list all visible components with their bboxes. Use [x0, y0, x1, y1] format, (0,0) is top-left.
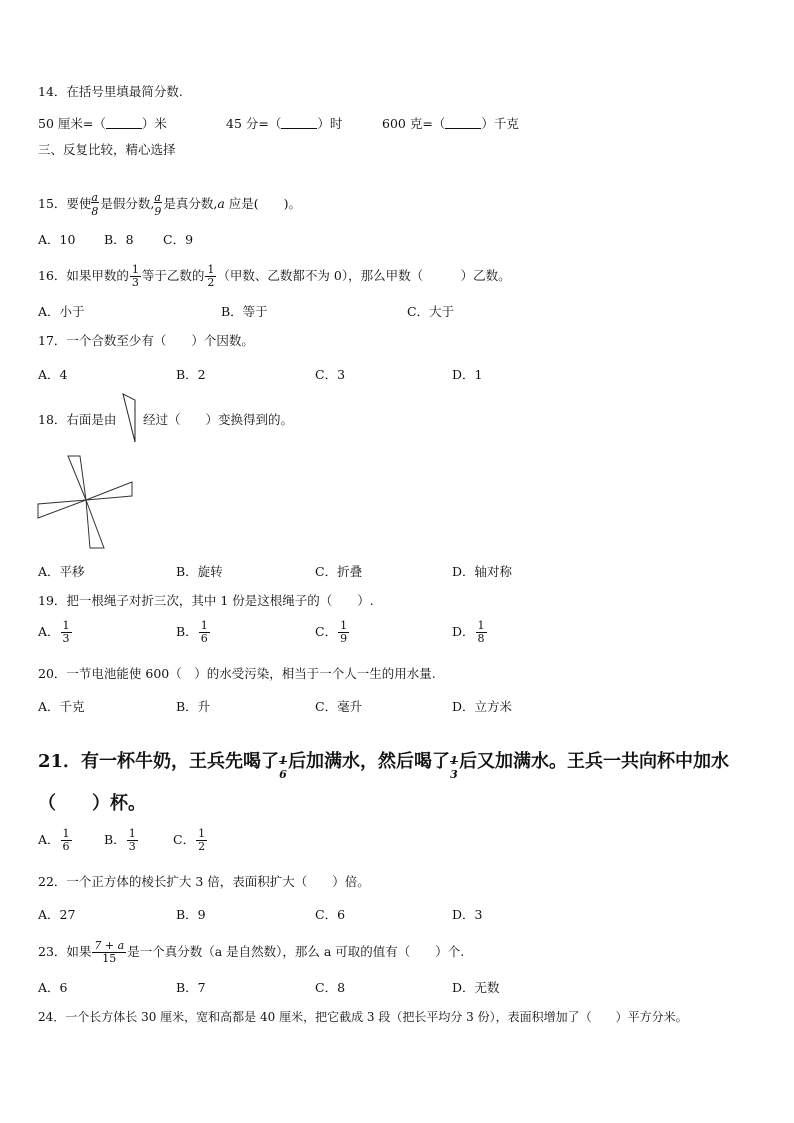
- q16-fraction-1: $\frac{1}{3}$: [131, 263, 139, 289]
- q23-option-a[interactable]: A．6: [38, 980, 68, 995]
- q24-stem: 24．一个长方体长 30 厘米，宽和高都是 40 厘米，把它截成 3 段（把长平均分 3 份），表面积增加了（ ）平方分米。: [38, 1010, 688, 1024]
- q14-part3: 600 克=（ ）千克: [382, 116, 519, 131]
- q22-option-d[interactable]: D．3: [452, 907, 483, 922]
- q20-option-b[interactable]: B．升: [176, 699, 211, 714]
- q18-stem-pre: 18．右面是由: [38, 412, 117, 427]
- q20-option-a[interactable]: A．千克: [38, 699, 85, 714]
- q19-option-a[interactable]: A． $\frac{1}{3}$: [38, 619, 70, 645]
- q22-option-a[interactable]: A．27: [38, 907, 76, 922]
- q16-fraction-2: $\frac{1}{2}$: [207, 263, 215, 289]
- q18-option-a[interactable]: A．平移: [38, 564, 85, 579]
- q23-option-b[interactable]: B．7: [176, 980, 206, 995]
- q23-fraction: $\frac{7 + a}{15}$: [94, 939, 125, 965]
- q14-part1: 50 厘米=（ ）米: [38, 116, 167, 131]
- fraction: $\frac{1}{2}$: [198, 827, 206, 853]
- q17-option-c[interactable]: C．3: [315, 367, 346, 382]
- q15-option-b[interactable]: B．8: [104, 232, 134, 247]
- q16-stem: 16．如果甲数的 $\frac{1}{3}$ 等于乙数的 $\frac{1}{2}$ （甲数、乙数都不为 0），那么甲数（ ）乙数。: [38, 263, 511, 289]
- q21-option-c[interactable]: C． $\frac{1}{2}$: [173, 827, 206, 853]
- q15-option-a[interactable]: A．10: [38, 232, 76, 247]
- answer-blank-3[interactable]: [445, 116, 481, 129]
- q15-option-c[interactable]: C．9: [163, 232, 194, 247]
- answer-blank-1[interactable]: [106, 116, 142, 129]
- fraction: $\frac{1}{3}$: [62, 619, 70, 645]
- fraction: $\frac{1}{8}$: [477, 619, 485, 645]
- q16-option-a[interactable]: A．小于: [38, 304, 85, 319]
- q17-option-a[interactable]: A．4: [38, 367, 68, 382]
- q23-stem: 23．如果 $\frac{7 + a}{15}$ 是一个真分数（a 是自然数），那么 a 可取的值有（ ）个.: [38, 939, 465, 965]
- q21-option-a[interactable]: A． $\frac{1}{6}$: [38, 827, 70, 853]
- q22-option-b[interactable]: B．9: [176, 907, 206, 922]
- q18-option-d[interactable]: D．轴对称: [452, 564, 513, 579]
- q20-option-c[interactable]: C．毫升: [315, 699, 363, 714]
- fraction: $\frac{1}{6}$: [62, 827, 70, 853]
- q19-option-c[interactable]: C． $\frac{1}{9}$: [315, 619, 348, 645]
- fraction: $\frac{1}{6}$: [200, 619, 208, 645]
- q23-option-d[interactable]: D．无数: [452, 980, 500, 995]
- q15-stem: 15．要使 $\frac{a}{8}$ 是假分数, $\frac{a}{9}$ 是真分数,a 应是( )。: [38, 191, 302, 218]
- q18-stem-post: 经过（ ）变换得到的。: [143, 412, 294, 427]
- q21-stem: 21．有一杯牛奶，王兵先喝了 1 6 后加满水，然后喝了 1 3 后又加满水。王兵一共向杯中加水: [38, 751, 730, 781]
- q19-option-d[interactable]: D． $\frac{1}{8}$: [452, 619, 485, 645]
- small-triangle-figure: [121, 392, 139, 444]
- q21-option-b[interactable]: B． $\frac{1}{3}$: [104, 827, 136, 853]
- q21-stem-line2: （ ）杯。: [38, 793, 146, 814]
- q22-stem: 22．一个正方体的棱长扩大 3 倍，表面积扩大（ ）倍。: [38, 874, 370, 889]
- q17-stem: 17．一个合数至少有（ ）个因数。: [38, 333, 254, 348]
- q16-option-c[interactable]: C．大于: [407, 304, 455, 319]
- q18-option-b[interactable]: B．旋转: [176, 564, 223, 579]
- pinwheel-figure: [36, 452, 136, 552]
- q19-stem: 19．把一根绳子对折三次，其中 1 份是这根绳子的（ ）.: [38, 593, 374, 608]
- fraction: $\frac{1}{3}$: [128, 827, 136, 853]
- section-heading: 三、反复比较，精心选择: [38, 142, 176, 157]
- q14-part2: 45 分=（ ）时: [226, 116, 343, 131]
- fraction: $\frac{1}{9}$: [340, 619, 348, 645]
- q20-option-d[interactable]: D．立方米: [452, 699, 513, 714]
- q14-title: 14．在括号里填最简分数.: [38, 84, 183, 99]
- q17-option-b[interactable]: B．2: [176, 367, 206, 382]
- q22-option-c[interactable]: C．6: [315, 907, 346, 922]
- q19-option-b[interactable]: B． $\frac{1}{6}$: [176, 619, 208, 645]
- q20-stem: 20．一节电池能使 600（ ）的水受污染，相当于一个人一生的用水量.: [38, 666, 436, 681]
- answer-blank-2[interactable]: [281, 116, 317, 129]
- q18-option-c[interactable]: C．折叠: [315, 564, 363, 579]
- q17-option-d[interactable]: D．1: [452, 367, 483, 382]
- q23-option-c[interactable]: C．8: [315, 980, 346, 995]
- q16-option-b[interactable]: B．等于: [221, 304, 268, 319]
